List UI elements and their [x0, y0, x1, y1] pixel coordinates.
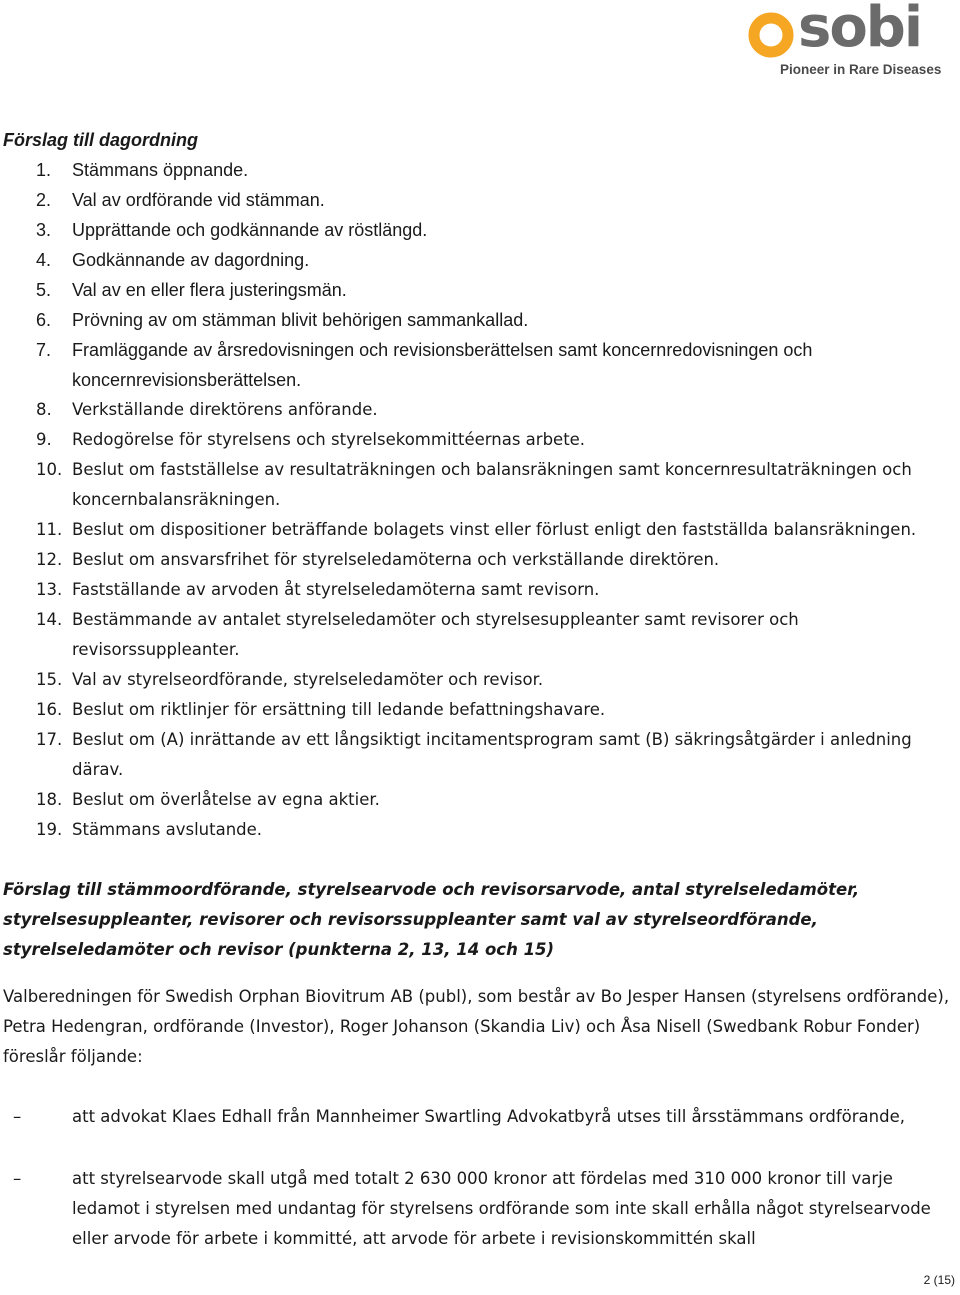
agenda-item-number: 4. [36, 250, 52, 270]
page-number: 2 (15) [923, 1273, 955, 1287]
agenda-item-number: 10. [36, 460, 63, 479]
proposal-bullet-text: att advokat Klaes Edhall från Mannheimer Swartling Advokatbyrå utses till årsstämmans ordförande, [72, 1106, 905, 1126]
agenda-item [3, 185, 953, 215]
agenda-item [3, 305, 953, 335]
agenda-item [3, 575, 953, 605]
agenda-item [3, 335, 953, 395]
proposal-bullets [3, 1102, 953, 1254]
agenda-item-text: Stämmans avslutande. [72, 820, 263, 839]
agenda-item [3, 455, 953, 515]
agenda-item-number: 3. [36, 220, 52, 240]
agenda-item-number: 5. [36, 280, 52, 300]
agenda-item-number: 8. [36, 400, 52, 419]
agenda-list [3, 155, 953, 845]
agenda-item [3, 425, 953, 455]
agenda-item-number: 15. [36, 670, 63, 689]
agenda-item-text: Beslut om dispositioner beträffande bolagets vinst eller förlust enligt den fastställda balansräkningen. [72, 520, 917, 539]
agenda-item-number: 1. [36, 160, 52, 180]
agenda-item-text: Verkställande direktörens anförande. [72, 400, 378, 419]
logo-tagline: Pioneer in Rare Diseases [780, 62, 942, 77]
agenda-item-text: Beslut om överlåtelse av egna aktier. [72, 790, 380, 809]
agenda-item [3, 545, 953, 575]
agenda-item-number: 9. [36, 430, 52, 449]
agenda-item [3, 815, 953, 845]
proposal-bullet [3, 1102, 953, 1132]
agenda-item-number: 13. [36, 580, 63, 599]
agenda-item-text: Val av ordförande vid stämman. [72, 190, 325, 210]
agenda-item-text: Stämmans öppnande. [72, 160, 249, 180]
proposal-heading: Förslag till stämmoordförande, styrelsearvode och revisorsarvode, antal styrelseledamöter, styrelsesuppleanter, revisorer och revisorssuppleanter samt val av styrelseordförande, styrelseledamöter och revisor (punkterna 2, 13, 14 och 15) [3, 880, 860, 959]
agenda-item [3, 725, 953, 785]
agenda-item-text: Fastställande av arvoden åt styrelseledamöterna samt revisorn. [72, 580, 600, 599]
proposal-bullet-text: att styrelsearvode skall utgå med totalt 2 630 000 kronor att fördelas med 310 000 kronor till varje ledamot i styrelsen med undantag för styrelsens ordförande som inte skall erhålla något styrelsearvode eller arvode för arbete i kommitté, att arvode för arbete i revisionskommittén skall [72, 1168, 931, 1248]
agenda-item [3, 695, 953, 725]
dash-icon: – [13, 1168, 22, 1188]
agenda-item-text: Prövning av om stämman blivit behörigen sammankallad. [72, 310, 529, 330]
agenda-item-number: 16. [36, 700, 63, 719]
proposal-intro: Valberedningen för Swedish Orphan Biovitrum AB (publ), som består av Bo Jesper Hansen (styrelsens ordförande), Petra Hedengran, ordförande (Investor), Roger Johanson (Skandia Liv) och Åsa Nisell (Swedbank Robur Fonder) föreslår följande: [3, 986, 950, 1066]
agenda-item [3, 665, 953, 695]
agenda-item-text: Godkännande av dagordning. [72, 250, 310, 270]
agenda-item-text: Val av styrelseordförande, styrelseledamöter och revisor. [72, 670, 544, 689]
dash-icon: – [13, 1106, 22, 1126]
agenda-item-text: Beslut om riktlinjer för ersättning till ledande befattningshavare. [72, 700, 606, 719]
agenda-item-number: 18. [36, 790, 63, 809]
agenda-item-text: Upprättande och godkännande av röstlängd. [72, 220, 428, 240]
agenda-item [3, 395, 953, 425]
agenda-item-number: 11. [36, 520, 63, 539]
agenda-item [3, 605, 953, 665]
agenda-item-text: Framläggande av årsredovisningen och revisionsberättelsen samt koncernredovisningen och koncernrevisionsberättelsen. [72, 340, 813, 390]
document-body [3, 125, 953, 1286]
agenda-item [3, 245, 953, 275]
sobi-logo [746, 0, 956, 78]
agenda-item-number: 17. [36, 730, 63, 749]
agenda-item-number: 19. [36, 820, 63, 839]
agenda-item [3, 515, 953, 545]
agenda-item-text: Val av en eller flera justeringsmän. [72, 280, 347, 300]
logo-wordmark: sobi [798, 0, 922, 60]
agenda-item-number: 7. [36, 340, 52, 360]
agenda-item-number: 12. [36, 550, 63, 569]
agenda-item-number: 6. [36, 310, 52, 330]
agenda-heading: Förslag till dagordning [3, 130, 198, 150]
agenda-item-number: 14. [36, 610, 63, 629]
agenda-item-text: Redogörelse för styrelsens och styrelsekommittéernas arbete. [72, 430, 586, 449]
agenda-item-text: Beslut om ansvarsfrihet för styrelseledamöterna och verkställande direktören. [72, 550, 720, 569]
agenda-item-text: Bestämmande av antalet styrelseledamöter och styrelsesuppleanter samt revisorer och revisorssuppleanter. [72, 610, 799, 659]
agenda-item-text: Beslut om (A) inrättande av ett långsiktigt incitamentsprogram samt (B) säkringsåtgärder i anledning därav. [72, 730, 912, 779]
sobi-sun-icon [746, 10, 796, 60]
agenda-item-text: Beslut om fastställelse av resultaträkningen och balansräkningen samt koncernresultaträkningen och koncernbalansräkningen. [72, 460, 912, 509]
agenda-item [3, 215, 953, 245]
agenda-item-number: 2. [36, 190, 52, 210]
agenda-item [3, 785, 953, 815]
proposal-bullet [3, 1164, 953, 1254]
agenda-item [3, 275, 953, 305]
agenda-item [3, 155, 953, 185]
